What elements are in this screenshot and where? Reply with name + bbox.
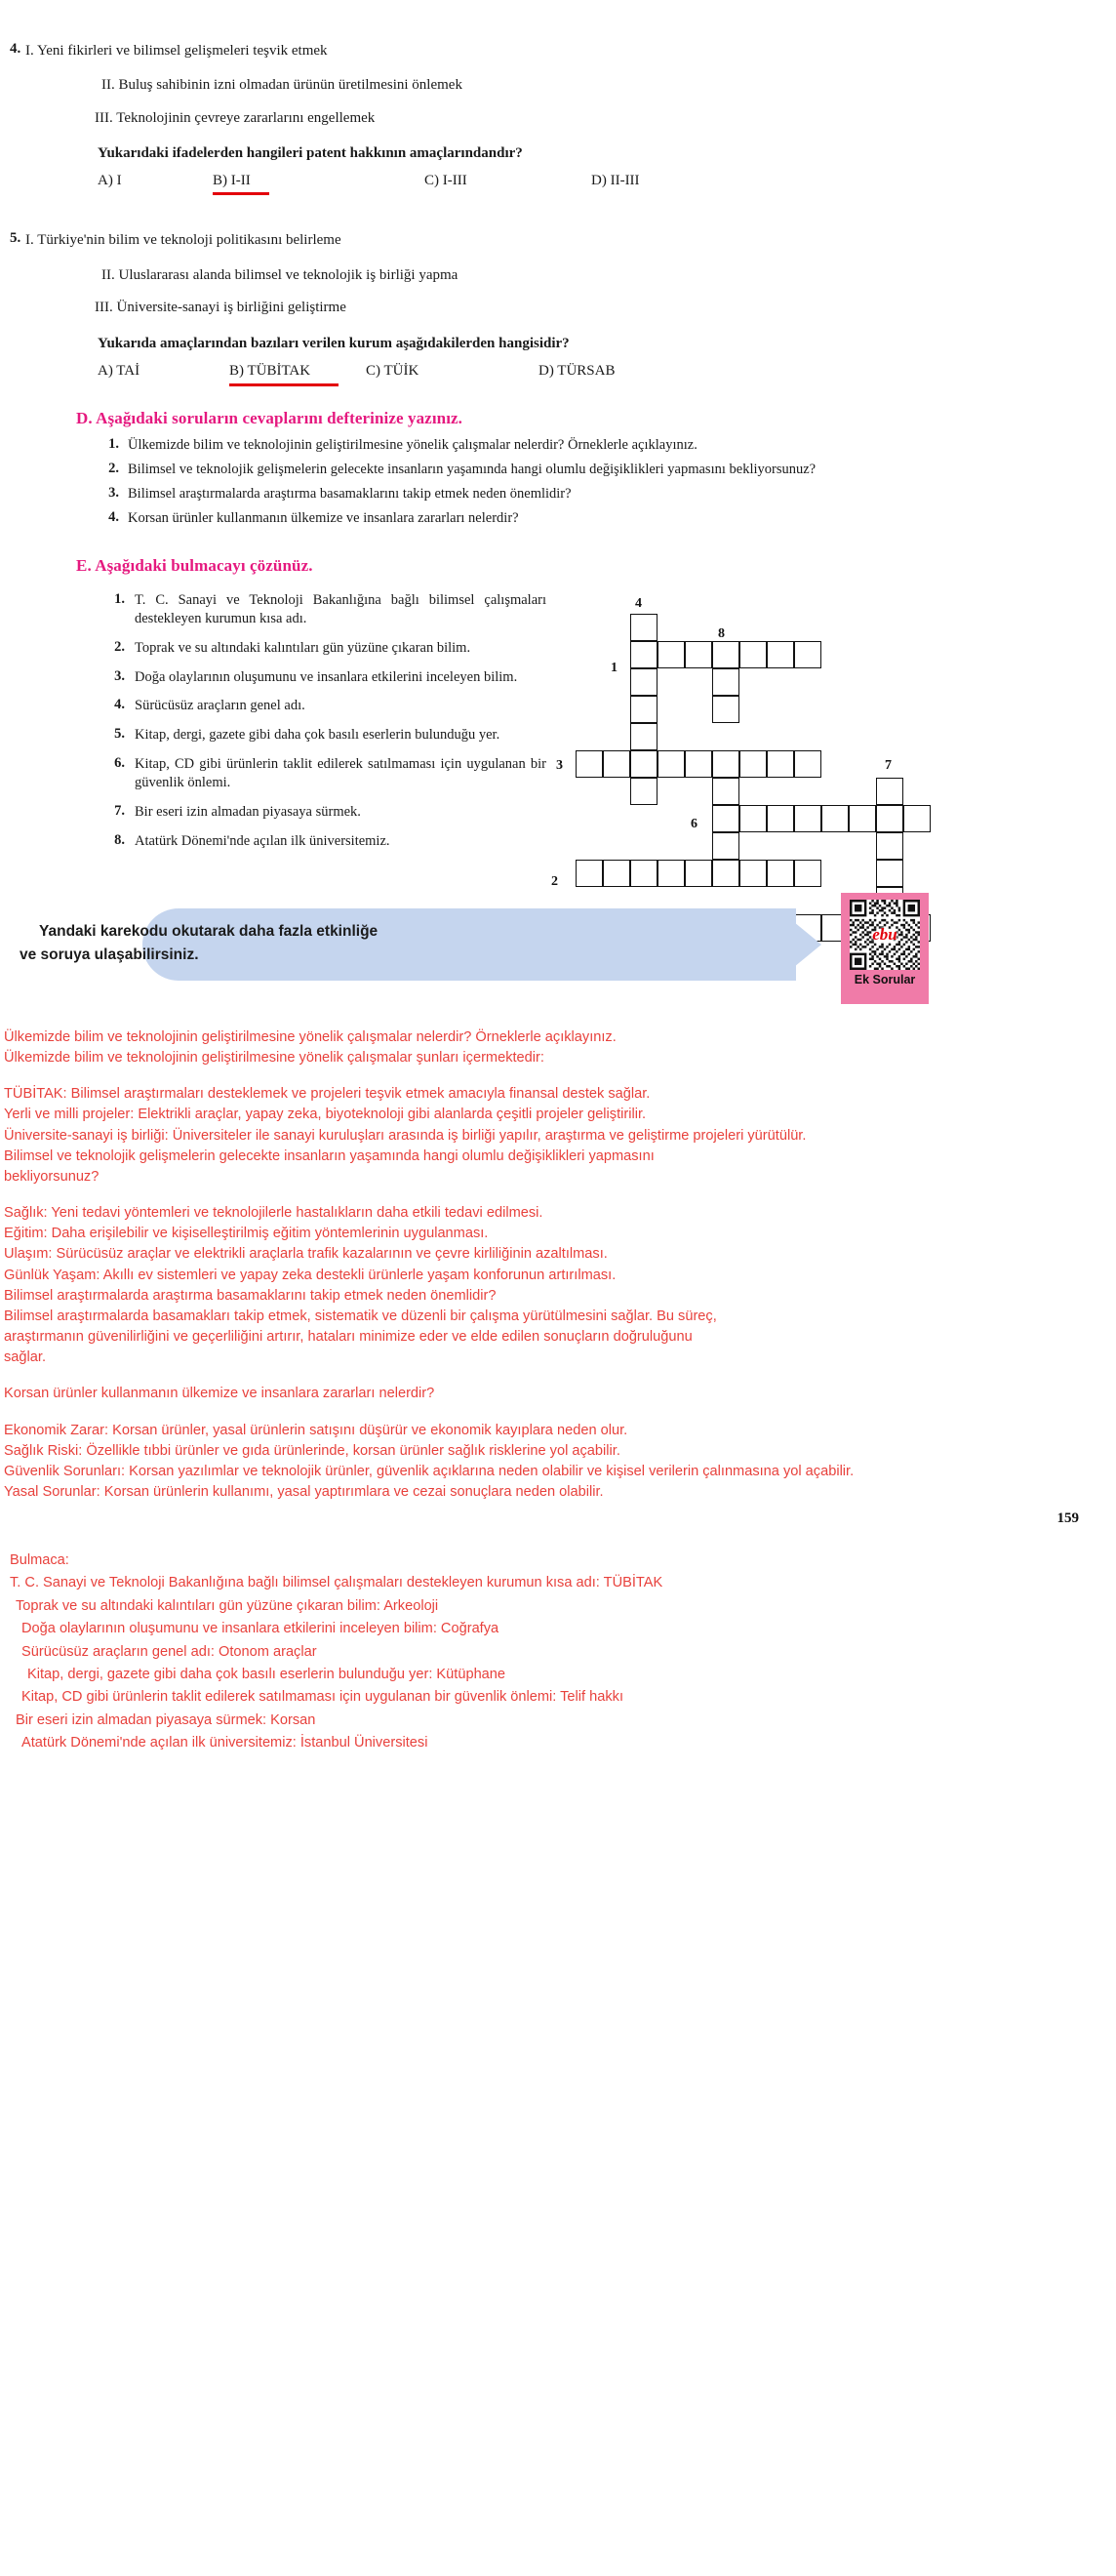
item-text: Bilimsel ve teknolojik gelişmelerin gelecekte insanların yaşamında hangi olumlu değişiklikleri yapmasını bekliyorsunuz? [128,461,817,477]
question-5-first-item [0,230,1116,250]
option-label: D) TÜRSAB [538,362,616,379]
crossword-cell[interactable] [658,750,685,778]
option-label: B) TÜBİTAK [229,362,311,379]
question-4-option-a[interactable] [98,173,213,189]
bulmaca-answer-7: Bir eseri izin almadan piyasaya sürmek: Korsan [16,1711,316,1728]
bulmaca-answer-4: Sürücüsüz araçların genel adı: Otonom araçlar [21,1643,317,1660]
question-4-first-item [0,41,1116,60]
spacer [4,1368,1102,1384]
list-item [98,485,980,503]
item-number: 5. [114,726,125,743]
qr-callout [0,906,1116,994]
section-e [0,556,1116,887]
item-number: 7. [114,802,125,819]
question-5-stem: Yukarıda amaçlarından bazıları verilen kurum aşağıdakilerden hangisidir? [98,335,570,351]
answer-q2-item-1: Sağlık: Yeni tedavi yöntemleri ve teknolojilerle hastalıkların daha etkili tedavi edilmesi. [4,1205,543,1222]
question-5-item-2: II. Uluslararası alanda bilimsel ve teknolojik iş birliği yapma [101,266,458,283]
answer-q1-title: Ülkemizde bilim ve teknolojinin geliştirilmesine yönelik çalışmalar nelerdir? Örneklerle açıklayınız. [4,1029,617,1045]
item-text: Atatürk Dönemi'nde açılan ilk üniversitemiz. [135,832,390,849]
item-text: Doğa olaylarının oluşumunu ve insanlara etkilerini inceleyen bilim. [135,668,518,685]
option-label: C) I-III [424,173,467,189]
crossword-cell[interactable] [630,860,658,887]
question-5-block [0,230,1116,379]
crossword-number-3: 3 [556,758,563,773]
crossword-cell[interactable] [712,696,739,723]
item-text: Korsan ürünler kullanmanın ülkemize ve insanlara zararları nelerdir? [128,509,519,526]
question-4-item-3: III. Teknolojinin çevreye zararlarını engellemek [95,109,376,126]
crossword-cell[interactable] [630,696,658,723]
list-item [103,832,546,851]
crossword-cell[interactable] [712,805,739,832]
callout-line-2: ve soruya ulaşabilirsiniz. [20,946,199,964]
option-label: C) TÜİK [366,362,419,379]
crossword-cell[interactable] [630,778,658,805]
answer-q4-item-4: Yasal Sorunlar: Korsan ürünlerin kullanımı, yasal yaptırımlara ve cezai sonuçlara neden olabilir. [4,1483,604,1500]
crossword-cell[interactable] [767,641,794,668]
bulmaca-answer-5: Kitap, dergi, gazete gibi daha çok basılı eserlerin bulunduğu yer: Kütüphane [27,1666,506,1682]
question-4-stem: Yukarıdaki ifadelerden hangileri patent hakkının amaçlarındandır? [98,145,523,162]
crossword-cell[interactable] [794,805,821,832]
crossword-cell[interactable] [712,832,739,860]
crossword-cell[interactable] [876,860,903,887]
crossword-cell[interactable] [767,860,794,887]
question-4-option-c[interactable] [424,173,591,189]
crossword-cell[interactable] [767,750,794,778]
crossword-number-1: 1 [611,661,618,675]
item-text: Toprak ve su altındaki kalıntıları gün yüzüne çıkaran bilim. [135,639,471,656]
bulmaca-answer-3: Doğa olaylarının oluşumunu ve insanlara etkilerini inceleyen bilim: Coğrafya [21,1621,499,1637]
section-d [0,409,1116,528]
list-item [98,509,980,527]
section-e-heading: E. Aşağıdaki bulmacayı çözünüz. [76,556,313,575]
section-d-heading: D. Aşağıdaki soruların cevaplarını defterinize yazınız. [76,408,463,427]
answer-q3-body-line-3: sağlar. [4,1349,46,1366]
crossword-cell[interactable] [658,860,685,887]
question-4-option-b[interactable] [213,173,424,189]
item-number: 2. [114,638,125,655]
answers-block [0,1027,1116,1503]
answer-q2-item-2: Eğitim: Daha erişilebilir ve kişiselleştirilmiş eğitim yöntemlerinin uygulanması. [4,1226,489,1242]
list-item [103,591,546,628]
crossword-cell[interactable] [685,860,712,887]
question-5-option-d[interactable] [538,363,616,380]
crossword-cell[interactable] [603,750,630,778]
crossword-number-7: 7 [885,758,892,773]
list-item [103,755,546,792]
crossword-cell[interactable] [630,641,658,668]
crossword-number-6: 6 [691,817,698,831]
crossword-cell[interactable] [739,805,767,832]
question-5-option-b[interactable] [229,363,366,380]
option-label: B) I-II [213,173,251,189]
callout-line-1: Yandaki karekodu okutarak daha fazla etkinliğe [39,923,379,940]
crossword-cell[interactable] [630,668,658,696]
crossword-grid[interactable] [546,594,1054,887]
crossword-cell[interactable] [576,860,603,887]
spacer [4,1068,1102,1084]
list-item [98,461,980,478]
answer-q3-body-line-1: Bilimsel araştırmalarda basamakları takip etmek, sistematik ve düzenli bir çalışma yürütülmesini sağlar. Bu süreç, [4,1308,717,1324]
crossword-cell[interactable] [903,805,931,832]
answer-q1-intro: Ülkemizde bilim ve teknolojinin geliştirilmesine yönelik çalışmalar şunları içermektedir: [4,1050,544,1067]
question-5-option-c[interactable] [366,363,538,380]
item-text: Ülkemizde bilim ve teknolojinin geliştirilmesine yönelik çalışmalar nelerdir? Örneklerle açıklayınız. [128,436,698,453]
crossword-number-4: 4 [635,596,642,611]
callout-text [20,920,624,967]
crossword-cell[interactable] [603,860,630,887]
crossword-cell[interactable] [630,723,658,750]
question-5-item-1: I. Türkiye'nin bilim ve teknoloji politikasını belirleme [25,232,341,249]
question-5-option-a[interactable] [98,363,229,380]
option-label: A) I [98,173,122,189]
list-item [103,639,546,658]
answer-underline [213,192,269,195]
answer-q1-item-3: Üniversite-sanayi iş birliği: Üniversiteler ile sanayi kuruluşları arasında iş birliği yapılır, araştırma ve geliştirme projeleri yürütülür. [4,1127,807,1144]
page-number: 159 [1056,1510,1079,1526]
item-number: 4. [114,697,125,713]
section-d-list [98,436,980,528]
section-e-body [0,581,1116,887]
bulmaca-answer-1: T. C. Sanayi ve Teknoloji Bakanlığına bağlı bilimsel çalışmaları destekleyen kurumun kısa adı: TÜBİTAK [10,1575,663,1591]
crossword-cell[interactable] [712,641,739,668]
item-number: 3. [108,484,119,501]
item-number: 2. [108,460,119,476]
question-4-block [0,0,1116,189]
crossword-cell[interactable] [739,750,767,778]
answer-q1-item-1: TÜBİTAK: Bilimsel araştırmaları desteklemek ve projeleri teşvik etmek amacıyla finansal destek sağlar. [4,1086,651,1103]
crossword-cell[interactable] [685,641,712,668]
list-item [98,436,980,454]
crossword-cell[interactable] [794,641,821,668]
answer-q4-item-2: Sağlık Riski: Özellikle tıbbi ürünler ve gıda ürünlerinde, korsan ürünler sağlık risklerine yol açabilir. [4,1442,620,1459]
crossword-cell[interactable] [767,805,794,832]
answer-q4-item-1: Ekonomik Zarar: Korsan ürünler, yasal ürünlerin satışını düşürür ve ekonomik kayıplara neden olur. [4,1422,628,1438]
question-4-option-d[interactable] [591,173,640,189]
question-5-number: 5. [10,230,21,247]
item-number: 1. [108,435,119,452]
ebu-brand-logo: ebu [872,925,897,944]
item-text: Kitap, CD gibi ürünlerin taklit edilerek satılmaması için uygulanan bir güvenlik önlemi. [135,756,546,790]
item-number: 6. [114,755,125,772]
bulmaca-answer-8: Atatürk Dönemi'nde açılan ilk üniversitemiz: İstanbul Üniversitesi [21,1734,428,1751]
question-5-options [98,363,1116,380]
crossword-cell[interactable] [876,778,903,805]
option-label: A) TAİ [98,362,140,379]
question-4-item-2: II. Buluş sahibinin izni olmadan ürünün üretilmesini önlemek [101,77,462,94]
crossword-cell[interactable] [849,805,876,832]
crossword-cell[interactable] [712,668,739,696]
bulmaca-title: Bulmaca: [10,1552,69,1569]
list-item [103,726,546,745]
answer-q4-title: Korsan ürünler kullanmanın ülkemize ve insanlara zararları nelerdir? [4,1386,435,1402]
item-text: Bilimsel araştırmalarda araştırma basamaklarını takip etmek neden önemlidir? [128,485,572,502]
item-number: 1. [114,591,125,607]
item-number: 4. [108,508,119,525]
list-item [103,668,546,687]
crossword-answers-block [0,1550,1116,1754]
spacer [4,1187,1102,1203]
answer-q4-item-3: Güvenlik Sorunları: Korsan yazılımlar ve teknolojik ürünler, güvenlik açıklarına neden olabilir ve kişisel verilerin çalınmasına yol açabilir. [4,1463,855,1479]
crossword-cell[interactable] [876,805,903,832]
question-5-item-3: III. Üniversite-sanayi iş birliğini geliştirme [95,300,346,315]
qr-code-icon[interactable] [850,900,920,970]
crossword-cell[interactable] [712,860,739,887]
crossword-cell[interactable] [630,750,658,778]
answer-q2-title-line-1: Bilimsel ve teknolojik gelişmelerin gelecekte insanların yaşamında hangi olumlu değişiklikleri yapmasını [4,1147,655,1164]
crossword-cell[interactable] [712,750,739,778]
crossword-clue-list [0,581,546,887]
crossword-cell[interactable] [685,750,712,778]
qr-card[interactable] [841,893,929,1004]
crossword-cell[interactable] [658,641,685,668]
option-label: D) II-III [591,173,640,189]
item-number: 3. [114,667,125,684]
crossword-cell[interactable] [794,750,821,778]
crossword-cell[interactable] [630,614,658,641]
answer-q3-body-line-2: araştırmanın güvenilirliğini ve geçerliliğini artırır, hataları minimize eder ve elde edilen sonuçların doğruluğunu [4,1329,693,1346]
item-text: Sürücüsüz araçların genel adı. [135,698,305,714]
answer-q2-title-line-2: bekliyorsunuz? [4,1168,100,1185]
answer-underline [229,383,339,386]
question-4-options [98,173,1116,189]
item-number: 8. [114,831,125,848]
answer-q2-item-4: Günlük Yaşam: Akıllı ev sistemleri ve yapay zeka destekli ürünlerle yaşam konforunun artırılması. [4,1267,617,1283]
crossword-cell[interactable] [712,778,739,805]
crossword-cell[interactable] [739,641,767,668]
item-text: Bir eseri izin almadan piyasaya sürmek. [135,803,361,820]
crossword-number-8: 8 [718,626,725,641]
answer-q3-title: Bilimsel araştırmalarda araştırma basamaklarını takip etmek neden önemlidir? [4,1287,497,1304]
qr-label: Ek Sorular [854,973,916,986]
crossword-cell[interactable] [794,860,821,887]
list-item [103,803,546,822]
item-text: T. C. Sanayi ve Teknoloji Bakanlığına bağlı bilimsel çalışmaları destekleyen kurumun kısa adı. [135,592,546,626]
crossword-cell[interactable] [576,750,603,778]
bulmaca-answer-6: Kitap, CD gibi ürünlerin taklit edilerek satılmaması için uygulanan bir güvenlik önlemi: Telif hakkı [21,1689,624,1706]
crossword-cell[interactable] [876,832,903,860]
crossword-cell[interactable] [739,860,767,887]
crossword-cell[interactable] [821,805,849,832]
spacer [4,1405,1102,1421]
answer-q2-item-3: Ulaşım: Sürücüsüz araçlar ve elektrikli araçlarla trafik kazalarının ve çevre kirliliğinin azaltılması. [4,1246,608,1263]
answer-q1-item-2: Yerli ve milli projeler: Elektrikli araçlar, yapay zeka, biyoteknoloji gibi alanlarda çeşitli projeler geliştirilir. [4,1107,647,1123]
question-4-number: 4. [10,41,21,57]
crossword-number-2: 2 [551,874,558,889]
question-4-item-1: I. Yeni fikirleri ve bilimsel gelişmeleri teşvik etmek [25,43,328,59]
item-text: Kitap, dergi, gazete gibi daha çok basılı eserlerin bulunduğu yer. [135,727,500,744]
list-item [103,697,546,715]
bulmaca-answer-2: Toprak ve su altındaki kalıntıları gün yüzüne çıkaran bilim: Arkeoloji [16,1597,439,1614]
